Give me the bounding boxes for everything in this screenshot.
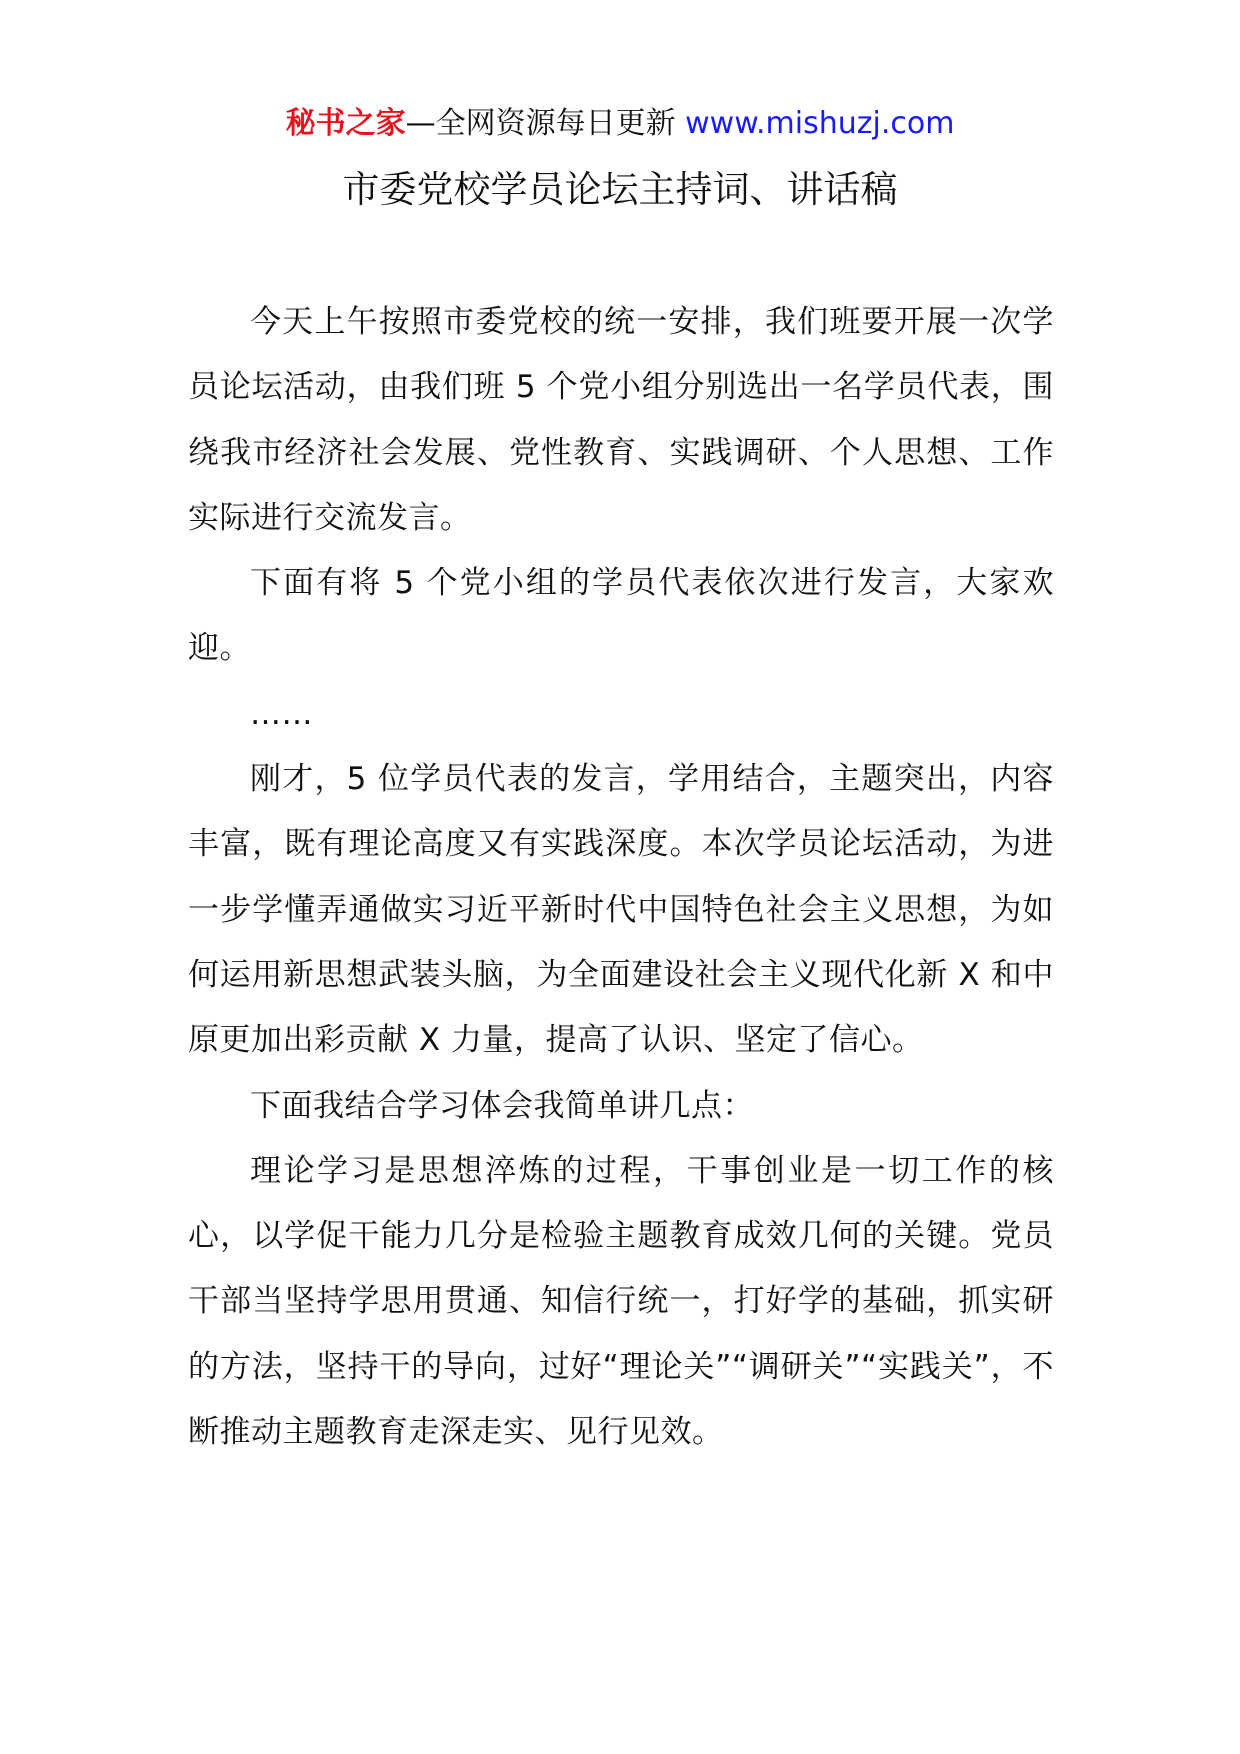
site-banner (0, 100, 1240, 148)
paragraph-transition: 下面我结合学习体会我简单讲几点： (250, 1087, 754, 1124)
brand-name: 秘书之家 (285, 106, 406, 141)
paragraph-intro: 今天上午按照市委党校的统一安排，我们班要开展一次学员论坛活动，由我们班 5 个党小组分别选出一名学员代表，围绕我市经济社会发展、党性教育、实践调研、个人思想、工作实际进行交流发言。 (188, 304, 1054, 536)
paragraph-summary: 刚才，5 位学员代表的发言，学用结合，主题突出，内容丰富，既有理论高度又有实践深度。本次学员论坛活动，为进一步学懂弄通做实习近平新时代中国特色社会主义思想，为如何运用新思想武装头脑，为全面建设社会主义现代化新 X 和中原更加出彩贡献 X 力量，提高了认识、坚定了信心。 (188, 761, 1054, 1059)
paragraph-ellipsis: …… (250, 695, 313, 732)
paragraph-theory: 理论学习是思想淬炼的过程，干事创业是一切工作的核心，以学促干能力几分是检验主题教育成效几何的关键。党员干部当坚持学思用贯通、知信行统一，打好学的基础，抓实研的方法，坚持干的导向，过好“理论关”“调研关”“实践关”，不断推动主题教育走深走实、见行见效。 (188, 1152, 1054, 1451)
document-body (188, 290, 1054, 1465)
document-title: 市委党校学员论坛主持词、讲话稿 (342, 168, 898, 211)
banner-slogan: —全网资源每日更新 (405, 106, 686, 141)
site-url[interactable]: www.mishuzj.com (685, 106, 955, 141)
paragraph-welcome: 下面有将 5 个党小组的学员代表依次进行发言，大家欢迎。 (188, 565, 1054, 667)
